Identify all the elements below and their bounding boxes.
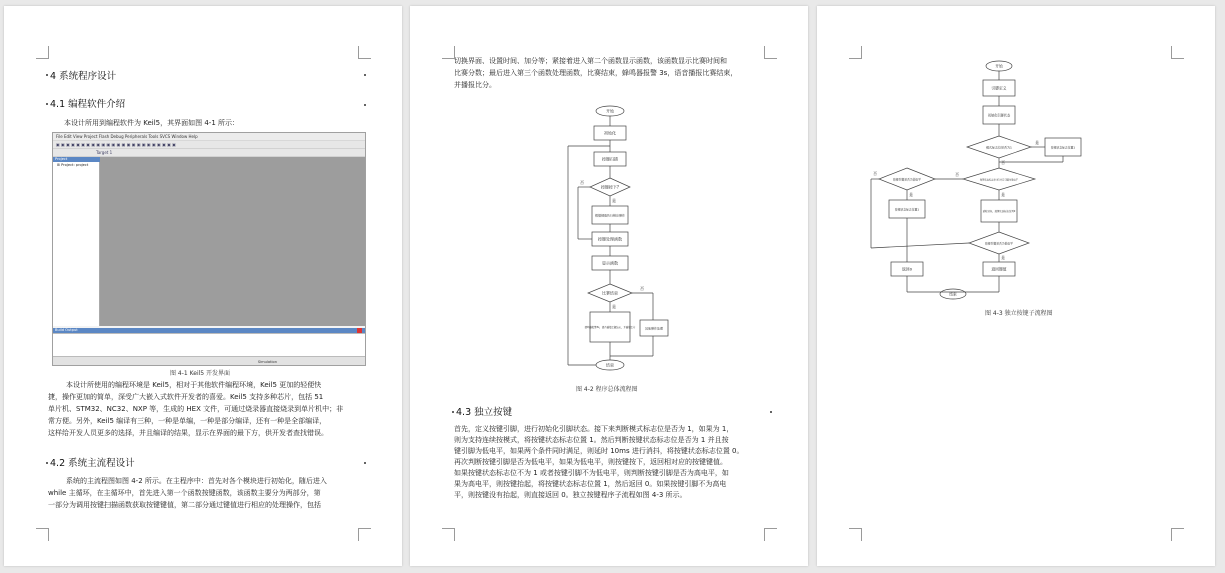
flow3-yes-label: 是 [1001,255,1005,260]
flow3-no-label: 否 [955,172,959,177]
paragraph-cont-line[interactable]: 比赛分数；最后进入第三个函数处理函数，比赛结束，蜂鸣器报警 3s，语音播报比赛结束， [454,69,738,77]
paragraph-bullet [46,103,48,105]
flow-yes-label: 是 [612,304,616,309]
flow-no-label: 否 [580,180,584,185]
figure-4-2-caption[interactable]: 图 4-2 程序总体流程图 [576,386,638,393]
paragraph-cont-line[interactable]: 并播报比分。 [454,81,496,89]
keil-project-item: ⊞ Project: project [57,163,89,167]
paragraph-key-line[interactable]: 再次判断按键引脚是否为低电平，如果为低电平，则按键按下，返回相对应的按键键值。 [454,458,727,466]
crop-mark [764,528,777,541]
flow3-cond-low-label: 按键状态标志位为1并且引脚为低电平 [979,178,1019,182]
heading-4-3[interactable]: 4.3 独立按键 [456,407,513,418]
keil-project-panel [53,162,100,326]
heading-4-2[interactable]: 4.2 系统主流程设计 [50,458,135,469]
flow-no-label: 否 [640,286,644,291]
flow-end-label: 结束 [606,362,614,368]
flow3-retval-label: 返回键值 [991,266,1007,272]
figure-4-1-caption[interactable]: 图 4-1 Keil5 开发界面 [170,370,231,377]
keil-target-label: Target 1 [96,150,113,155]
flow3-no-label: 否 [1001,160,1005,165]
flow-cond2-label: 比赛结束 [602,290,618,296]
flow3-start-label: 开始 [995,63,1003,69]
flow-keyfunc-label: 按键处理函数 [598,236,622,242]
flow3-set1-label: 按键状态标志位置1 [1050,145,1076,150]
keil-statusbar [53,356,365,365]
paragraph-keil-line[interactable]: 捷，操作更加的简单，深受广大嵌入式软件开发者的喜爱。Keil5 支持多种芯片，包括 51 [48,393,324,401]
flow-display-label: 显示函数 [602,260,618,266]
paragraph-keil-line[interactable]: 这样给开发人员更多的选择，并且编译的结果，显示在界面的最下方，供开发者查找错误。 [48,429,328,437]
crop-mark [849,528,862,541]
paragraph-bullet [46,462,48,464]
flow3-end-label: 结束 [949,291,957,297]
flow3-cond-mode-label: 模式标志位是否为1 [986,145,1012,150]
flow-proc-label: 根据键值执行相应操作 [594,213,626,218]
keil-simulation-label: Simulation [257,360,277,364]
keil-menubar: File Edit View Project Flash Debug Peripherals Tools SVCS Window Help [53,133,365,141]
paragraph-key-line[interactable]: 如果按键状态标志位不为 1 或者按键引脚不为低电平，则判断按键引脚是否为高电平，如 [454,469,729,477]
paragraph-keil-line[interactable]: 本设计所使用的编程环境是 Keil5，相对于其他软件编程环境，Keil5 更加的轻便快 [66,381,322,389]
flow-alarm-label: 蜂鸣器报警3s，语音播报比赛结束，并播报比分 [584,326,636,329]
keil-build-output-header: Build Output [53,328,366,333]
flow3-yes-label: 是 [909,192,913,197]
flow3-no-label: 否 [873,171,877,176]
document-page-3 [817,6,1215,566]
paragraph-bullet [364,104,366,106]
paragraph-keil-line[interactable]: 常方便。另外，Keil5 编译有三种，一种是单编，一种是部分编译，还有一种是全部编译， [48,417,327,425]
paragraph-bullet [364,74,366,76]
heading-4[interactable]: 4 系统程序设计 [50,71,117,82]
crop-mark [358,528,371,541]
key-subflowchart [869,58,1109,306]
document-page-1 [4,6,402,566]
paragraph-key-line[interactable]: 键引脚为低电平，如果两个条件同时满足，则延时 10ms 进行消抖，将按键状态标志位置 0。 [454,447,744,455]
paragraph-bullet [364,462,366,464]
crop-mark [849,46,862,59]
keil-build-output-panel [53,333,365,356]
flow3-yes-label: 是 [1035,140,1039,145]
paragraph-bullet [46,74,48,76]
paragraph-main-flow-line[interactable]: while 主循环，在主循环中，首先进入第一个函数按键函数，该函数主要分为两部分，第 [48,489,321,497]
keil-toolbar-target [53,149,365,157]
flow3-delay-label: 延时消抖，按键状态标志位置0 [982,210,1016,213]
flow-other-label: 其他操作处理 [644,326,664,331]
keil-toolbar: ▣ ▣ ▣ ▣ ▣ ▣ ▣ ▣ ▣ ▣ ▣ ▣ ▣ ▣ ▣ ▣ ▣ ▣ ▣ ▣ ▣ ▣ ▣ ▣ [53,141,365,149]
crop-mark [1171,46,1184,59]
paragraph-bullet [452,411,454,413]
crop-mark [36,528,49,541]
paragraph-keil-line[interactable]: 单片机、STM32、NC32、NXP 等，生成的 HEX 文件，可通过烧录器直接烧录到单片机中；非 [48,405,344,413]
flow-yes-label: 是 [612,198,616,203]
paragraph-key-line[interactable]: 则为支持连续按模式，将按键状态标志位置 1。然后判断按键状态标志位是否为 1 并且按 [454,436,729,444]
crop-mark [442,528,455,541]
flow-init-label: 初始化 [604,130,616,136]
crop-mark [1171,528,1184,541]
flow3-cond-low2-label: 按键引脚是否为低电平 [985,241,1013,246]
flow-start-label: 开始 [606,108,614,114]
main-flowchart [550,104,680,374]
keil5-screenshot [52,132,366,366]
flow3-set1b-label: 按键状态标志位置1 [894,207,920,212]
crop-mark [358,46,371,59]
flow3-yes-label: 是 [1001,192,1005,197]
keil-editor-area [100,157,365,326]
keil-project-header: Project [53,157,101,162]
paragraph-main-flow-line[interactable]: 一部分为调用按键扫描函数获取按键键值，第二部分通过键值进行相应的处理操作，包括 [48,501,321,509]
flow3-define-label: 引脚定义 [991,85,1007,91]
heading-4-1[interactable]: 4.1 编程软件介绍 [50,99,126,110]
crop-mark [36,46,49,59]
paragraph-intro[interactable]: 本设计所用到编程软件为 Keil5，其界面如图 4-1 所示： [64,119,239,127]
flow3-init-label: 初始化引脚状态 [987,113,1011,118]
paragraph-cont-line[interactable]: 切换界面、设置时间、加分等；紧接着进入第二个函数显示函数，该函数显示比赛时间和 [454,57,727,65]
document-page-2 [410,6,808,566]
paragraph-main-flow-line[interactable]: 系统的主流程图如图 4-2 所示。在主程序中：首先对各个模块进行初始化，随后进入 [66,477,327,485]
paragraph-bullet [770,411,772,413]
figure-4-3-caption[interactable]: 图 4-3 独立按键子流程图 [985,310,1053,317]
flow3-ret0-label: 返回0 [901,266,913,272]
paragraph-key-line[interactable]: 首先，定义按键引脚，进行初始化引脚状态。接下来判断模式标志位是否为 1，如果为 1， [454,425,734,433]
flow3-cond-high-label: 按键引脚是否为高电平 [893,177,921,182]
paragraph-key-line[interactable]: 平，则按键没有抬起，则直接返回 0。独立按键程序子流程如图 4-3 所示。 [454,491,687,499]
flow-key-label: 按键扫描 [602,156,618,162]
flow-cond1-label: 按键按下? [600,184,620,190]
paragraph-key-line[interactable]: 果为高电平，则按键抬起，将按键状态标志位置 1，然后返回 0。如果按键引脚不为高电 [454,480,727,488]
crop-mark [764,46,777,59]
